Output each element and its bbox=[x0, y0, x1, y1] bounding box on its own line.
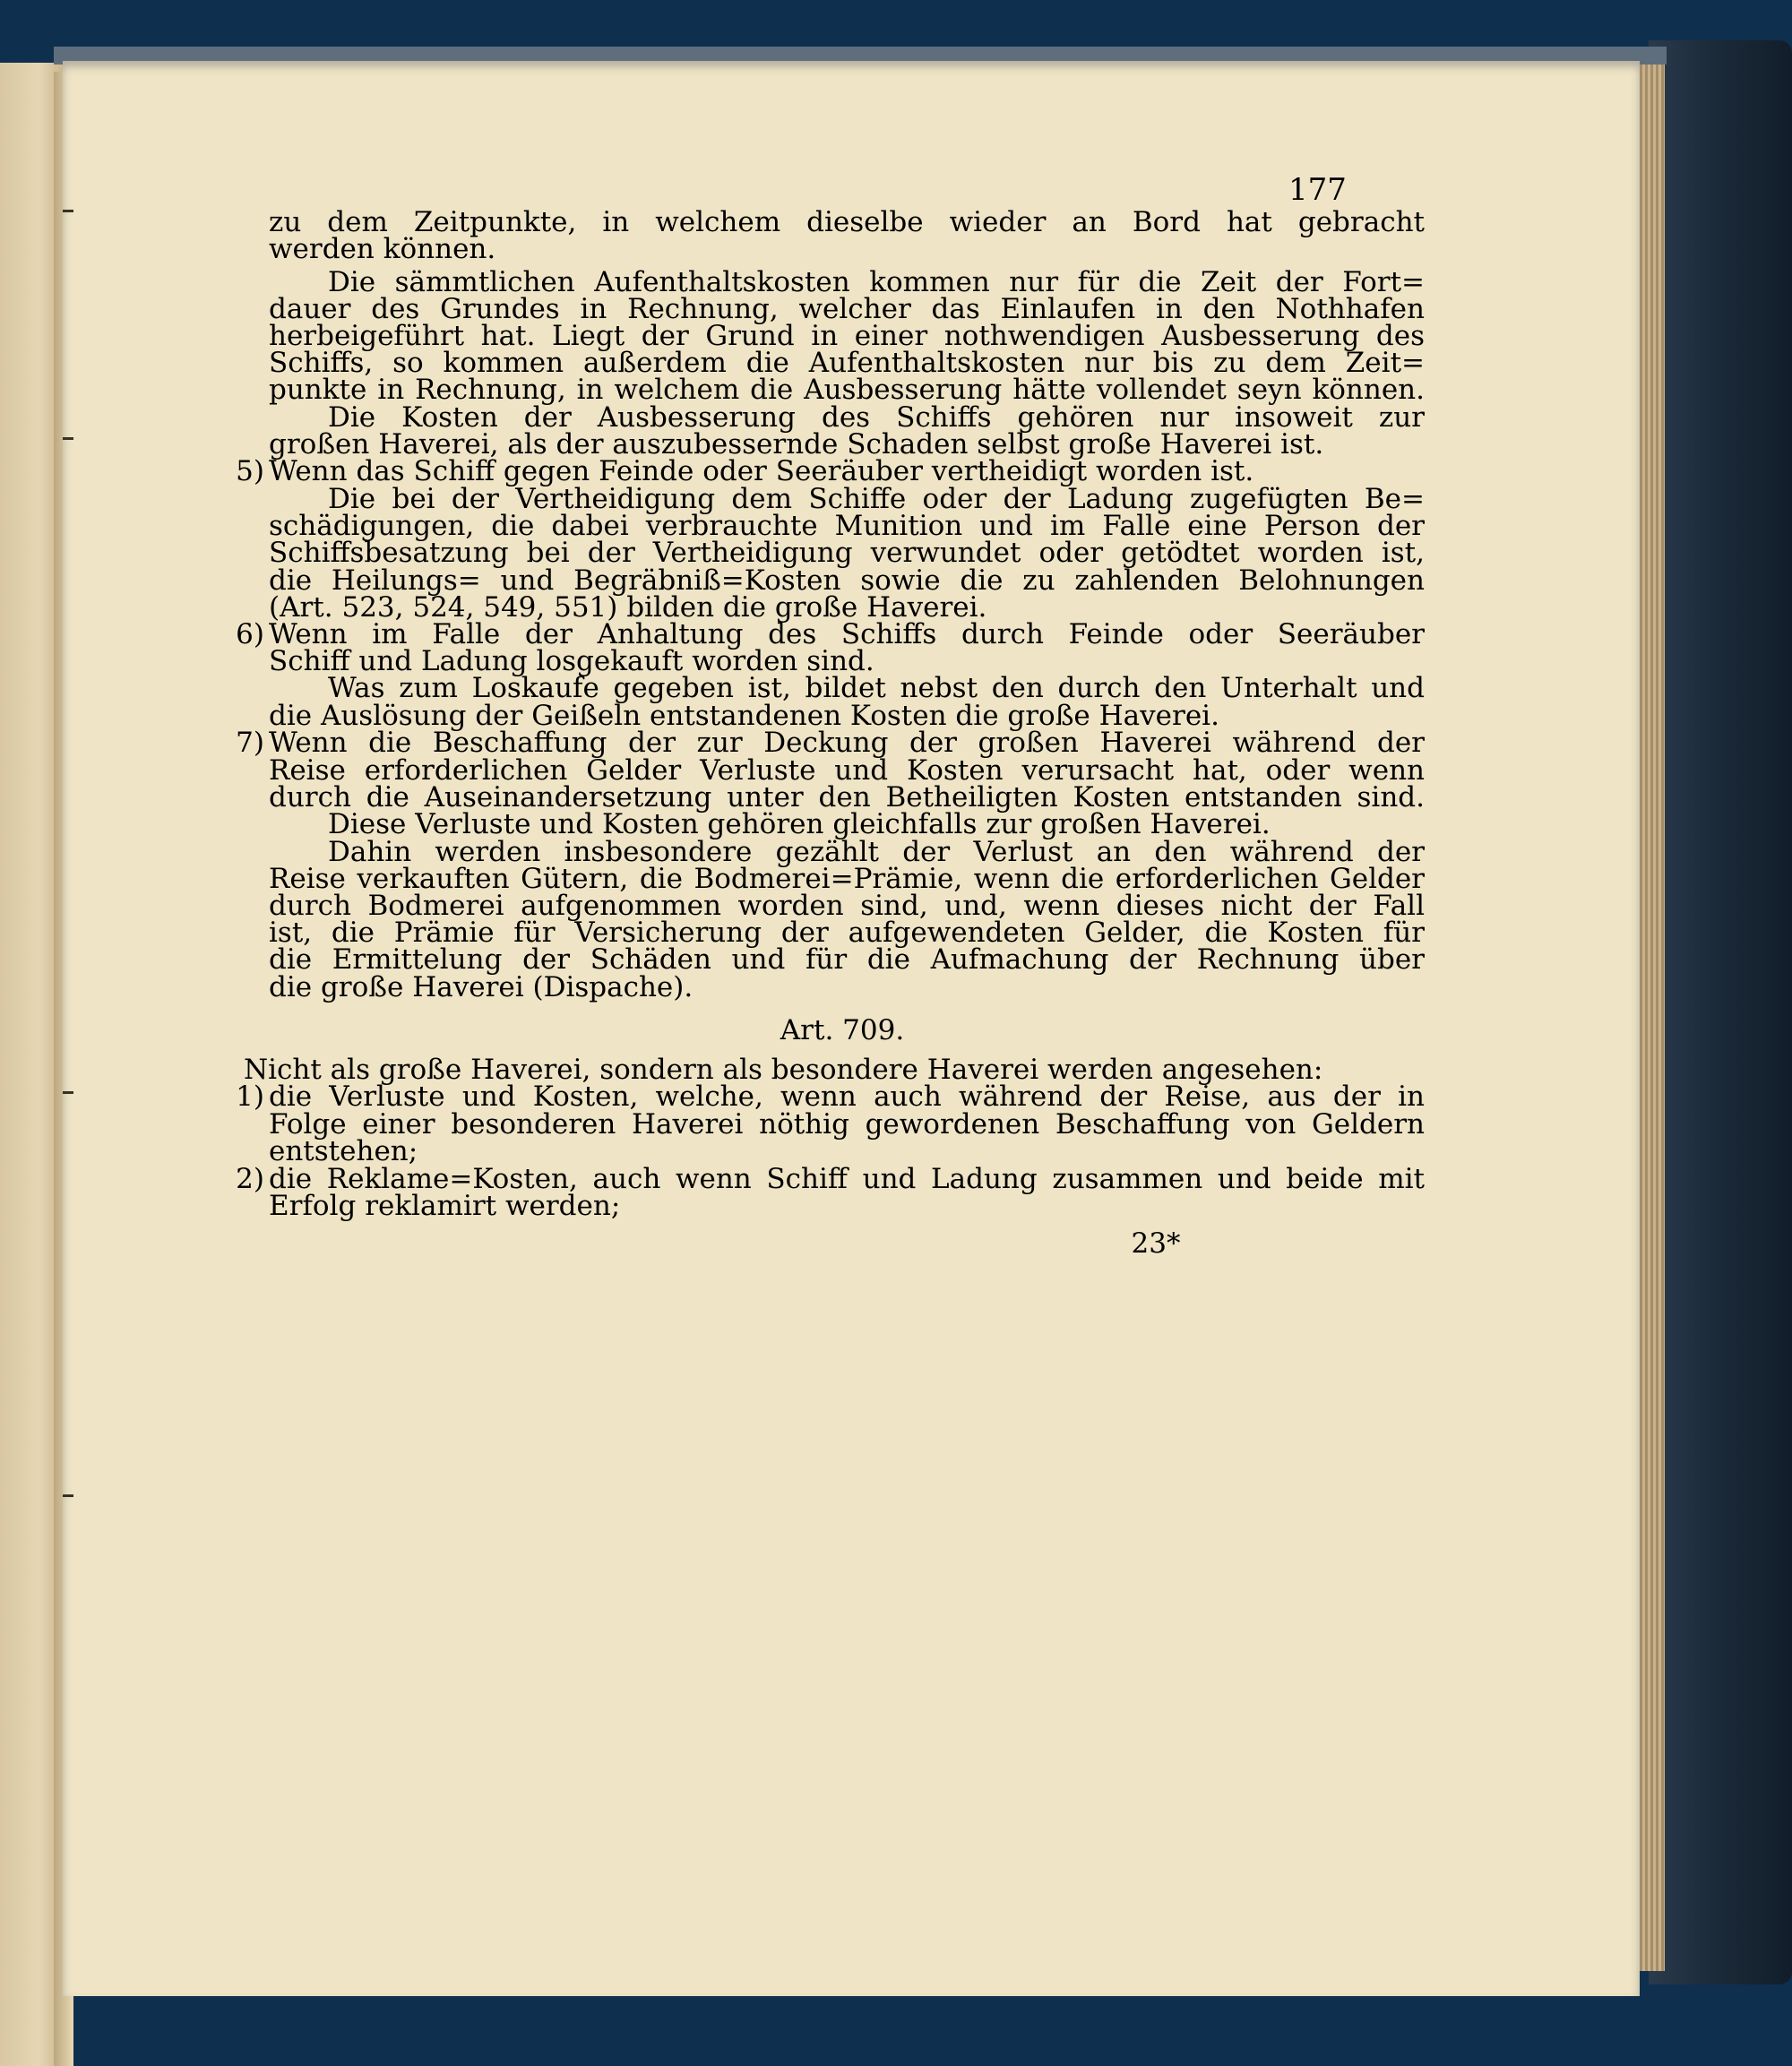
printer-signature: 23* bbox=[1131, 1227, 1181, 1260]
text-line: Wenn im Falle der Anhaltung des Schiffs durch Feinde oder Seeräuber bbox=[269, 618, 1425, 650]
page-number: 177 bbox=[1288, 172, 1347, 208]
text-line: Reise erforderlichen Gelder Verluste und Kosten verursacht hat, oder wenn bbox=[269, 754, 1425, 787]
list-number: 1) bbox=[236, 1080, 264, 1113]
text-line: Die sämmtlichen Aufenthaltskosten kommen nur für die Zeit der Fort= bbox=[328, 266, 1425, 298]
binding-mark bbox=[63, 437, 73, 440]
text-line: Wenn die Beschaffung der zur Deckung der großen Haverei während der bbox=[269, 727, 1425, 759]
text-line: Nicht als große Haverei, sondern als besondere Haverei werden angesehen: bbox=[244, 1054, 1323, 1086]
text-line: die Heilungs= und Begräbniß=Kosten sowie die zu zahlenden Belohnungen bbox=[269, 564, 1425, 597]
text-line: Die bei der Vertheidigung dem Schiffe oder der Ladung zugefügten Be= bbox=[328, 483, 1425, 515]
text-line: die Auslösung der Geißeln entstandenen Kosten die große Haverei. bbox=[269, 700, 1219, 732]
binding-mark bbox=[63, 210, 73, 212]
text-line: durch die Auseinandersetzung unter den Betheiligten Kosten entstanden sind. bbox=[269, 781, 1425, 813]
list-number: 6) bbox=[236, 618, 264, 650]
text-line: werden können. bbox=[269, 233, 496, 265]
text-line: Folge einer besonderen Haverei nöthig gewordenen Beschaffung von Geldern bbox=[269, 1108, 1425, 1141]
text-line: Reise verkauften Gütern, die Bodmerei=Prämie, wenn die erforderlichen Gelder bbox=[269, 863, 1425, 895]
text-line: schädigungen, die dabei verbrauchte Munition und im Falle eine Person der bbox=[269, 510, 1425, 542]
text-line: punkte in Rechnung, in welchem die Ausbesserung hätte vollendet seyn können. bbox=[269, 374, 1425, 406]
binding-mark bbox=[63, 1091, 73, 1094]
text-line: dauer des Grundes in Rechnung, welcher das Einlaufen in den Nothhafen bbox=[269, 293, 1425, 325]
text-line: durch Bodmerei aufgenommen worden sind, und, wenn dieses nicht der Fall bbox=[269, 890, 1425, 922]
list-number: 2) bbox=[236, 1163, 264, 1195]
text-line: zu dem Zeitpunkte, in welchem dieselbe wieder an Bord hat gebracht bbox=[269, 206, 1425, 238]
text-line: Dahin werden insbesondere gezählt der Verlust an den während der bbox=[328, 836, 1425, 868]
text-line: Schiff und Ladung losgekauft worden sind. bbox=[269, 645, 874, 677]
text-line: ist, die Prämie für Versicherung der aufgewendeten Gelder, die Kosten für bbox=[269, 917, 1425, 949]
text-line: Die Kosten der Ausbesserung des Schiffs gehören nur insoweit zur bbox=[328, 401, 1425, 434]
text-line: Was zum Loskaufe gegeben ist, bildet nebst den durch den Unterhalt und bbox=[328, 672, 1425, 704]
book-cover bbox=[1649, 40, 1792, 1984]
text-line: die Ermittelung der Schäden und für die Aufmachung der Rechnung über bbox=[269, 943, 1425, 976]
list-number: 5) bbox=[236, 455, 264, 487]
text-line: die Reklame=Kosten, auch wenn Schiff und Ladung zusammen und beide mit bbox=[269, 1163, 1425, 1195]
binding-mark bbox=[63, 1494, 73, 1497]
text-line: Wenn das Schiff gegen Feinde oder Seeräuber vertheidigt worden ist. bbox=[269, 455, 1254, 487]
text-line: entstehen; bbox=[269, 1135, 418, 1167]
text-line: (Art. 523, 524, 549, 551) bilden die große Haverei. bbox=[269, 591, 987, 624]
text-line: großen Haverei, als der auszubessernde Schaden selbst große Haverei ist. bbox=[269, 428, 1324, 461]
text-line: Schiffsbesatzung bei der Vertheidigung verwundet oder getödtet worden ist, bbox=[269, 537, 1425, 569]
text-line: herbeigeführt hat. Liegt der Grund in einer nothwendigen Ausbesserung des bbox=[269, 320, 1425, 352]
text-line: Diese Verluste und Kosten gehören gleichfalls zur großen Haverei. bbox=[328, 808, 1271, 840]
text-line: Erfolg reklamirt werden; bbox=[269, 1190, 621, 1222]
text-line: Schiffs, so kommen außerdem die Aufenthaltskosten nur bis zu dem Zeit= bbox=[269, 347, 1425, 379]
article-heading: Art. 709. bbox=[780, 1014, 905, 1046]
text-line: die große Haverei (Dispache). bbox=[269, 971, 694, 1003]
list-number: 7) bbox=[236, 727, 264, 759]
text-line: die Verluste und Kosten, welche, wenn auch während der Reise, aus der in bbox=[269, 1080, 1425, 1113]
